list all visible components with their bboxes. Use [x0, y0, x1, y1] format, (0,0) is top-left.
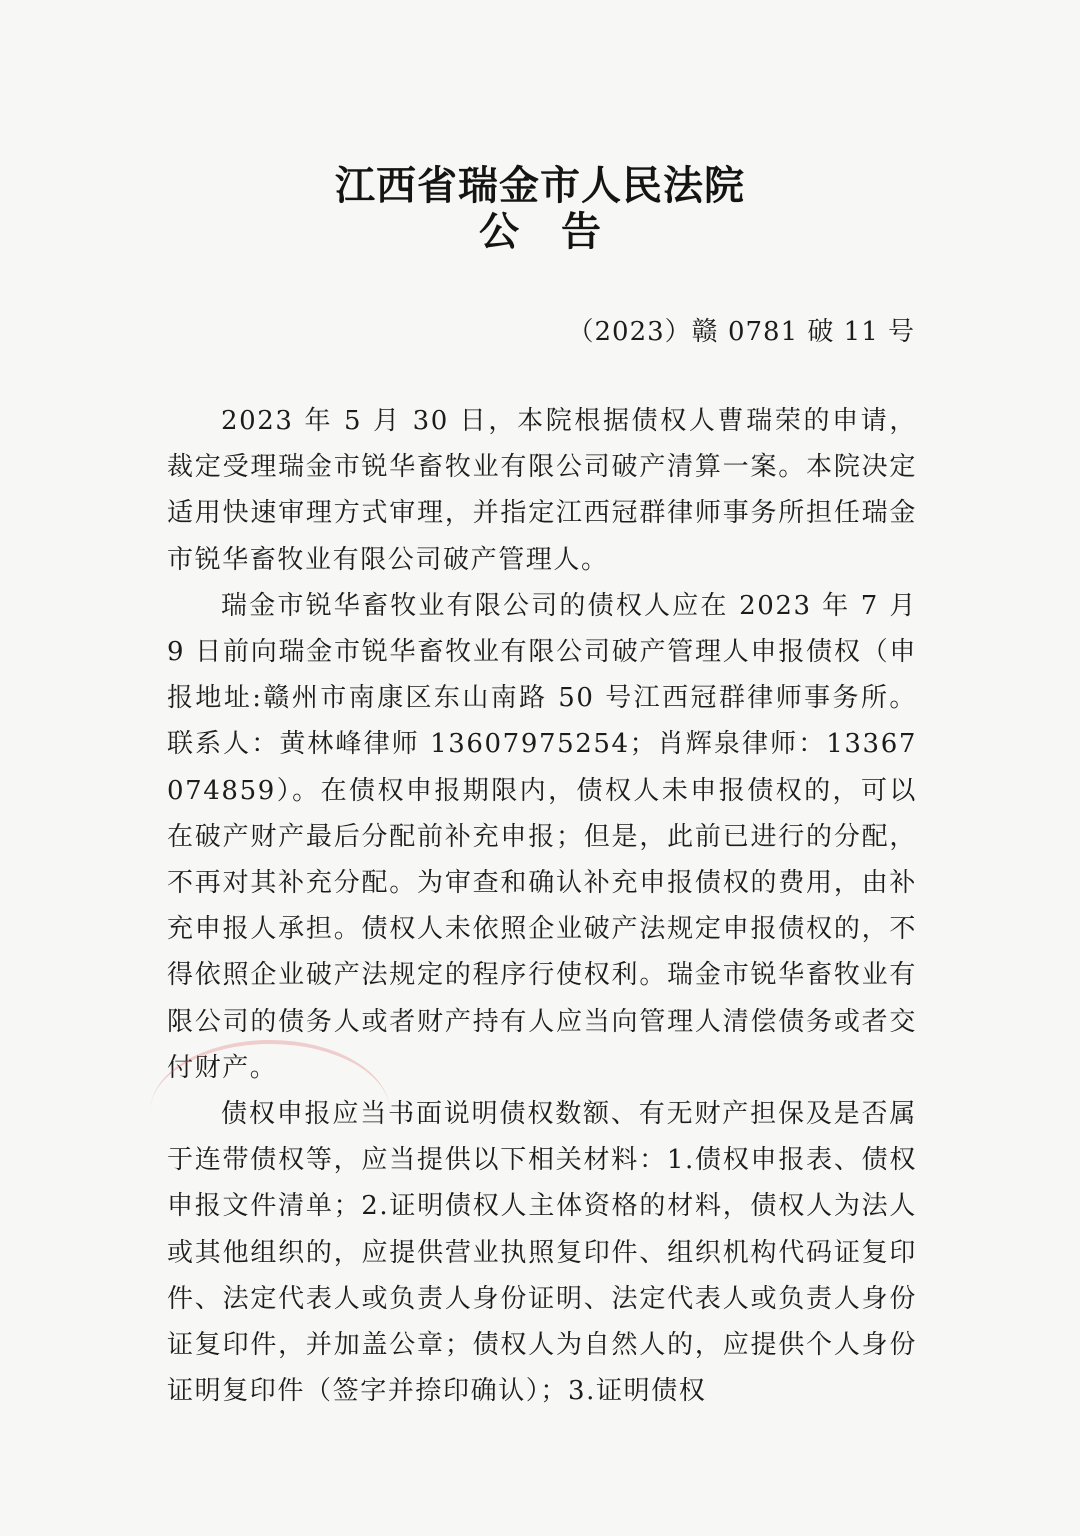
paragraph-acceptance: 2023 年 5 月 30 日，本院根据债权人曹瑞荣的申请，裁定受理瑞金市锐华畜牧业有限公司破产清算一案。本院决定适用快速审理方式审理，并指定江西冠群律师事务所担任瑞金市锐华畜牧业有限公司破产管理人。	[167, 406, 917, 575]
case-number: （2023）赣 0781 破 11 号	[567, 317, 915, 347]
notice-title: 公告	[479, 209, 643, 255]
court-name-title: 江西省瑞金市人民法院	[335, 163, 745, 209]
notice-body	[167, 398, 917, 1414]
paragraph-claim-materials: 债权申报应当书面说明债权数额、有无财产担保及是否属于连带债权等，应当提供以下相关材料：1.债权申报表、债权申报文件清单；2.证明债权人主体资格的材料，债权人为法人或其他组织的，应提供营业执照复印件、组织机构代码证复印件、法定代表人或负责人身份证明、法定代表人或负责人身份证复印件，并加盖公章；债权人为自然人的，应提供个人身份证明复印件（签字并捺印确认）；3.证明债权	[167, 1099, 917, 1407]
paragraph-claim-filing: 瑞金市锐华畜牧业有限公司的债权人应在 2023 年 7 月 9 日前向瑞金市锐华畜牧业有限公司破产管理人申报债权（申报地址:赣州市南康区东山南路 50 号江西冠群律师事务所。联系人：黄林峰律师 13607975254；肖辉泉律师：13367074859）。在债权申报期限内，债权人未申报债权的，可以在破产财产最后分配前补充申报；但是，此前已进行的分配，不再对其补充分配。为审查和确认补充申报债权的费用，由补充申报人承担。债权人未依照企业破产法规定申报债权的，不得依照企业破产法规定的程序行使权利。瑞金市锐华畜牧业有限公司的债务人或者财产持有人应当向管理人清偿债务或者交付财产。	[167, 590, 917, 1083]
